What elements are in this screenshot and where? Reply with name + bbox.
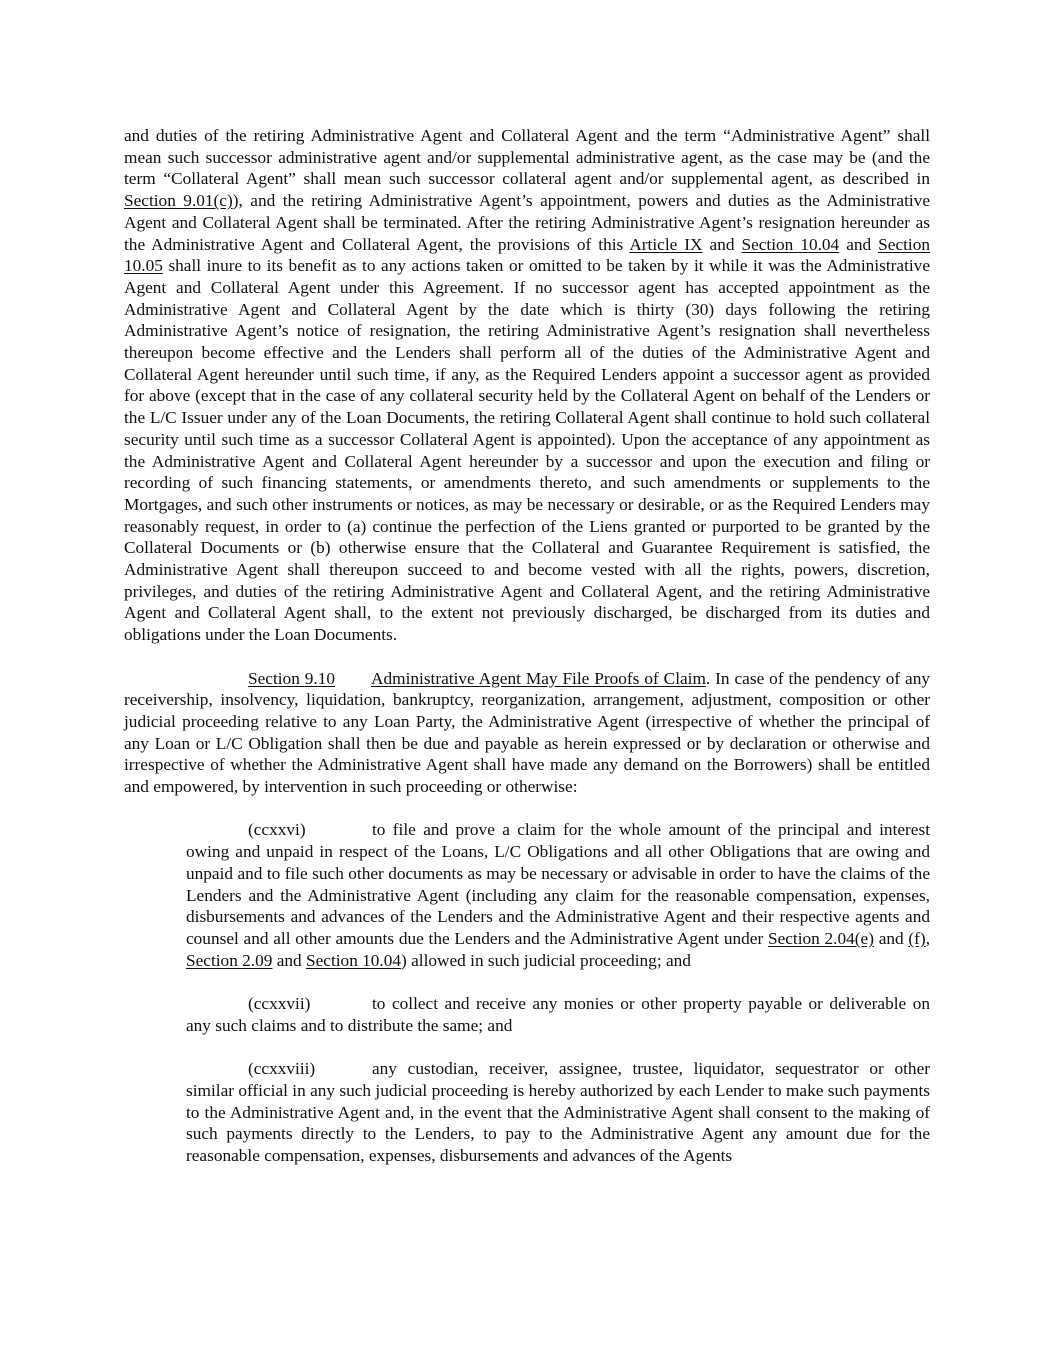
cross-reference-link: Section 10.04 (306, 950, 402, 970)
cross-reference-link: Section 10.05 (124, 234, 930, 276)
section-number: Section 9.10 (248, 668, 336, 688)
section-9-10-paragraph (124, 668, 930, 798)
text-run: shall inure to its benefit as to any actions taken or omitted to be taken by it while it was the Administrative Agent and Collateral Agent under this Agreement. If no successor agent has accepted appointment as the Administrative Agent and Collateral Agent by the date which is thirty (30) days following the retiring Administrative Agent’s notice of resignation, the retiring Administrative Agent’s resignation shall nevertheless thereupon become effective and the Lenders shall perform all of the duties of the Administrative Agent and Collateral Agent hereunder until such time, if any, as the Required Lenders appoint a successor agent as provided for above (except that in the case of any collateral security held by the Collateral Agent on behalf of the Lenders or the L/C Issuer under any of the Loan Documents, the retiring Collateral Agent shall continue to hold such collateral security until such time as a successor Collateral Agent is appointed). Upon the acceptance of any appointment as the Administrative Agent and Collateral Agent hereunder by a successor and upon the execution and filing or recording of such financing statements, or amendments thereto, and such amendments or supplements to the Mortgages, and such other instruments or notices, as may be necessary or desirable, or as the Required Lenders may reasonably request, in order to (a) continue the perfection of the Liens granted or purported to be granted by the Collateral Documents or (b) otherwise ensure that the Collateral and Guarantee Requirement is satisfied, the Administrative Agent shall thereupon succeed to and become vested with all the rights, powers, discretion, privileges, and duties of the retiring Administrative Agent and Collateral Agent, and the retiring Administrative Agent and Collateral Agent shall, to the extent not previously discharged, be discharged from its duties and obligations under the Loan Documents. (124, 256, 930, 645)
text-run: and (272, 950, 306, 970)
text-run: ) allowed in such judicial proceeding; and (401, 950, 691, 970)
list-item (186, 993, 930, 1036)
cross-reference-link: Section 2.04(e) (767, 928, 874, 948)
paragraph-successor-agent (124, 125, 930, 646)
list-item (186, 819, 930, 971)
text-run: and duties of the retiring Administrative Agent and Collateral Agent and the term “Administrative Agent” shall mean such successor administrative agent and/or supplemental administrative agent, as the case may be (and the term “Collateral Agent” shall mean such successor collateral agent and/or supplemental agent, as described in (124, 126, 930, 189)
item-text: any custodian, receiver, assignee, trustee, liquidator, sequestrator or other similar official in any such judicial proceeding is hereby authorized by each Lender to make such payments to the Administrative Agent and, in the event that the Administrative Agent shall consent to the making of such payments directly to the Lenders, to pay to the Administrative Agent any amount due for the reasonable compensation, expenses, disbursements and advances of the Agents (186, 1059, 930, 1165)
text-run: and (839, 234, 879, 254)
section-heading (248, 669, 706, 688)
section-body: . In case of the pendency of any receivership, insolvency, liquidation, bankruptcy, reorganization, arrangement, adjustment, composition or other judicial proceeding relative to any Loan Party, the Administrative Agent (irrespective of whether the principal of any Loan or L/C Obligation shall then be due and payable as herein expressed or by declaration or otherwise and irrespective of whether the Administrative Agent shall have made any demand on the Borrowers) shall be entitled and empowered, by intervention in such proceeding or otherwise: (124, 668, 930, 797)
item-number: (ccxxvii) (248, 994, 311, 1014)
item-number: (ccxxviii) (248, 1059, 316, 1079)
text-run: and (873, 928, 909, 948)
cross-reference-link: Section 9.01(c) (124, 191, 233, 211)
cross-reference-link: Article IX (629, 234, 703, 254)
cross-reference-link: Section 2.09 (186, 950, 273, 970)
text-run: , (925, 928, 931, 948)
text-run: to file and prove a claim for the whole amount of the principal and interest owing and unpaid in respect of the Loans, L/C Obligations and all other Obligations that are owing and unpaid and to file such other documents as may be necessary or advisable in order to have the claims of the Lenders and the Administrative Agent (including any claim for the reasonable compensation, expenses, disbursements and advances of the Lenders and the Administrative Agent and their respective agents and counsel and all other amounts due the Lenders and the Administrative Agent under (186, 820, 930, 948)
item-text: to collect and receive any monies or other property payable or deliverable on any such claims and to distribute the same; and (186, 994, 930, 1035)
cross-reference-link: Section 10.04 (741, 234, 840, 254)
cross-reference-link: (f) (908, 928, 926, 948)
document-page (124, 125, 930, 1167)
text-run: ), and the retiring Administrative Agent’s appointment, powers and duties as the Administrative Agent and Collateral Agent shall be terminated. After the retiring Administrative Agent’s resignation hereunder as the Administrative Agent and Collateral Agent, the provisions of this (124, 191, 930, 254)
item-number: (ccxxvi) (248, 820, 306, 840)
text-run: and (702, 234, 742, 254)
section-title: Administrative Agent May File Proofs of Claim (371, 668, 706, 688)
list-item (186, 1058, 930, 1167)
